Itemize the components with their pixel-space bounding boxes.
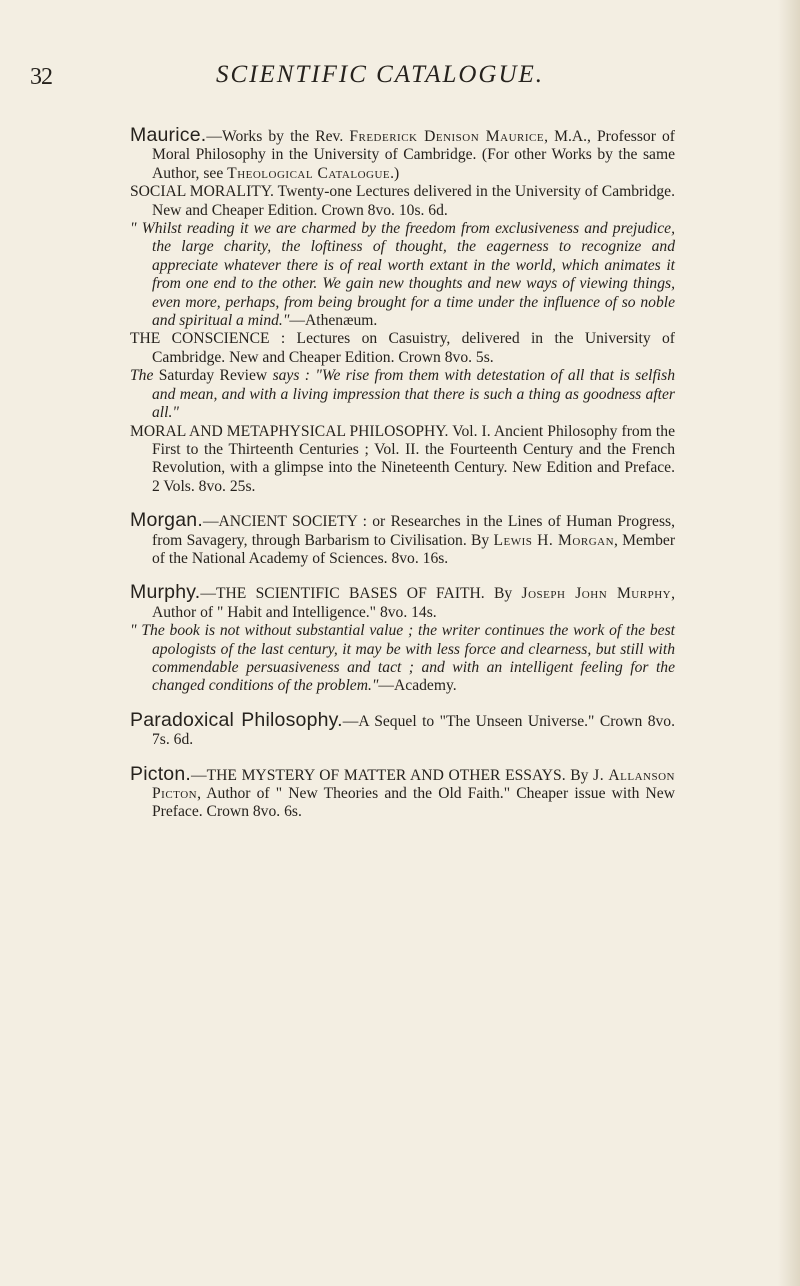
entry-text: —THE MYSTERY OF MATTER AND OTHER ESSAYS. By <box>191 766 594 784</box>
author-heading: Maurice. <box>130 124 207 146</box>
entry-picton <box>130 762 675 822</box>
spacer <box>130 568 675 583</box>
work-moral-metaphysical-philosophy: MORAL AND METAPHYSICAL PHILOSOPHY. Vol. I. Ancient Philosophy from the First to the Thirteenth Centuries ; Vol. II. the Fourteenth Century and the French Revolution, with a glimpse into the Nineteenth Century. New Edition and Preface. 2 Vols. 8vo. 25s. <box>130 422 675 495</box>
entry-text: , Member of the National Academy of Sciences. 8vo. 16s. <box>152 531 676 567</box>
entry-paradoxical-philosophy <box>130 708 675 750</box>
author-heading: Paradoxical Philosophy. <box>130 708 343 731</box>
quote-source: —Athenæum. <box>289 312 378 330</box>
entry-murphy <box>130 583 675 695</box>
running-title: SCIENTIFIC CATALOGUE. <box>215 61 545 88</box>
review-quote <box>130 367 675 422</box>
author-name: J. Allanson Picton <box>152 766 675 802</box>
author-name: Lewis H. Morgan <box>493 531 615 549</box>
quote-lead: says : <box>272 367 316 385</box>
work-social-morality: SOCIAL MORALITY. Twenty-one Lectures delivered in the University of Cambridge. New and Cheaper Edition. Crown 8vo. 10s. 6d. <box>130 183 675 219</box>
author-heading: Picton. <box>130 762 192 785</box>
author-name: Frederick Denison Maurice <box>349 128 545 145</box>
author-name: Joseph John Murphy <box>521 585 672 603</box>
page-number: 32 <box>30 64 52 90</box>
intro-text: .) <box>390 164 400 182</box>
maurice-intro <box>130 126 675 183</box>
page-header <box>30 60 730 94</box>
quote-text: "We rise from them with detestation of all that is selfish and mean, and with a living impression that there is such a thing as goodness after all." <box>152 367 675 422</box>
author-heading: Morgan. <box>130 509 203 532</box>
work-the-conscience: THE CONSCIENCE : Lectures on Casuistry, delivered in the University of Cambridge. New and Cheaper Edition. Crown 8vo. 5s. <box>130 330 675 366</box>
quote-lead: Saturday Review <box>153 367 273 385</box>
entry-text: —ANCIENT SOCIETY : or Researches in the Lines of Human Progress, from Savagery, through Barbarism to Civilisation. By <box>152 513 675 549</box>
entry-text: , Author of " New Theories and the Old Faith." Cheaper issue with New Preface. Crown 8vo. 6s. <box>152 785 675 821</box>
entry-maurice <box>130 126 675 496</box>
intro-text: , M.A., Professor of Moral Philosophy in the University of Cambridge. (For other Works by the same Author, see <box>152 128 675 182</box>
entry-text: —THE SCIENTIFIC BASES OF FAITH. By <box>200 585 522 603</box>
catalogue-reference: Theological Catalogue <box>227 164 391 182</box>
murphy-work <box>130 583 675 622</box>
catalogue-content <box>130 126 675 822</box>
quote-text: " Whilst reading it we are charmed by the freedom from exclusiveness and prejudice, the large charity, the loftiness of thought, the eagerness to recognize and appreciate whatever there is of real worth extant in the world, which animates it from one end to the other. We gain new thoughts and new ways of viewing things, even more, perhaps, from being brought for a time under the influence of so noble and spiritual a mind." <box>130 220 675 330</box>
entry-text: , Author of " Habit and Intelligence." 8vo. 14s. <box>152 585 675 621</box>
quote-text: " The book is not without substantial value ; the writer continues the work of the best apologists of the last century, it may be with less force and clearness, but still with commendable persuasiveness and tact ; and with an intelligent feeling for the changed conditions of the problem." <box>130 622 675 695</box>
page-edge-shadow <box>778 0 800 1286</box>
quote-lead: The <box>130 367 154 385</box>
entry-text: —A Sequel to "The Unseen Universe." Crown 8vo. 7s. 6d. <box>152 712 675 749</box>
spacer <box>130 496 675 511</box>
author-heading: Murphy. <box>130 581 201 604</box>
entry-morgan <box>130 511 675 568</box>
spacer <box>130 750 675 765</box>
review-quote <box>130 622 675 696</box>
intro-text: —Works by the Rev. <box>206 128 350 145</box>
review-quote <box>130 220 675 330</box>
quote-source: —Academy. <box>378 677 457 695</box>
